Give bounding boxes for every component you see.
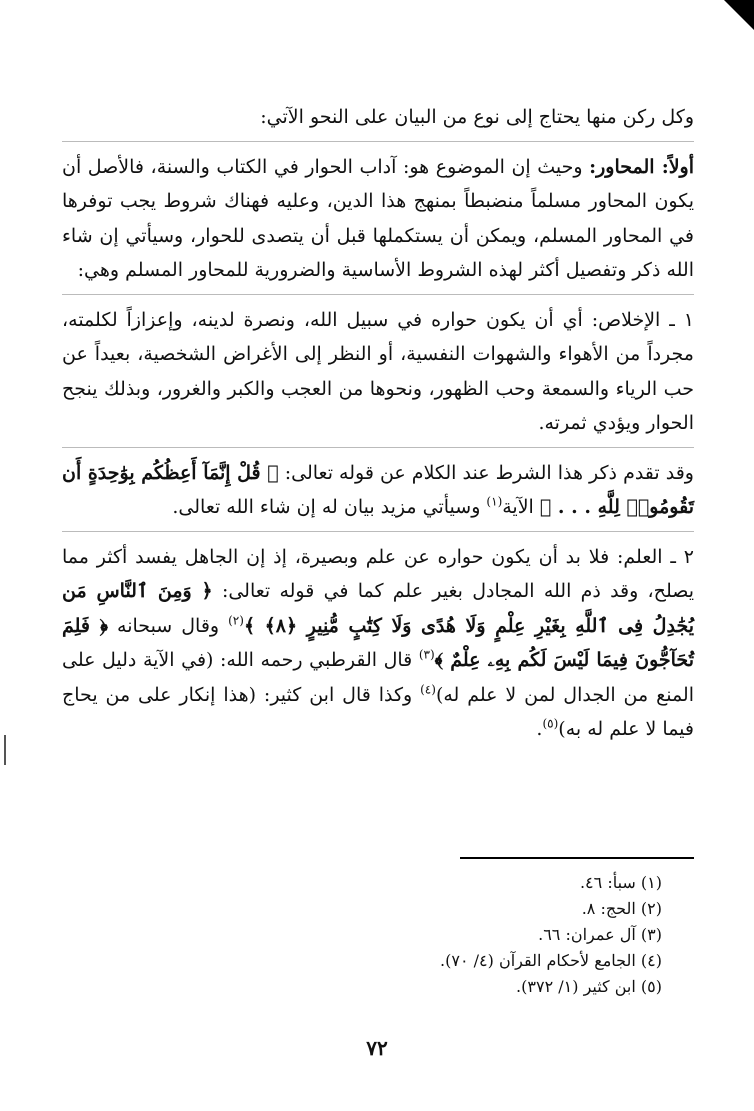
paragraph-interlocutor: [62, 150, 694, 288]
footnote-rule: [460, 857, 694, 859]
scan-mark: [4, 735, 6, 765]
footnote-ref: (٥): [542, 716, 559, 731]
ibn-kathir-quote: وكذا قال ابن كثير: (هذا إنكار على من يحاج فيما لا علم له به): [62, 683, 694, 740]
footnote-3: (٣) آل عمران: ٦٦.: [538, 925, 662, 944]
quran-verse: ﴿ فَلِمَ تُحَآجُّونَ فِيمَا لَيْسَ لَكُم بِهِۦ عِلْمٌ ﴾: [62, 614, 694, 671]
footnote-ref: (١): [486, 494, 503, 509]
intro-line: وكل ركن منها يحتاج إلى نوع من البيان على النحو الآتي:: [260, 106, 694, 128]
interlocutor-heading: أولاً: المحاور:: [589, 155, 695, 178]
footnote-ref: (٣): [418, 647, 435, 662]
footnote-ref: (٤): [420, 682, 436, 697]
paragraph-divider: [62, 447, 694, 448]
quran-verse: ﴿ وَمِنَ ٱلنَّاسِ مَن يُجَٰدِلُ فِى ٱللَّهِ بِغَيْرِ عِلْمٍ وَلَا هُدًى وَلَا كِتَٰبٍ مُّنِيرٍ ﴿٨﴾ ﴾: [62, 580, 695, 637]
ayah-label: الآية: [502, 496, 534, 518]
footnote-4: (٤) الجامع لأحكام القرآن (٤/ ٧٠).: [440, 951, 662, 970]
footnote-2: (٢) الحج: ٨.: [581, 899, 662, 918]
footnote-1: (١) سبأ: ٤٦.: [579, 873, 662, 892]
footnote-5: (٥) ابن كثير (١/ ٣٧٢).: [516, 977, 662, 996]
paragraph-sincerity: ١ ـ الإخلاص: أي أن يكون حواره في سبيل الله، ونصرة لدينه، وإعزازاً لكلمته، مجرداً من الأهواء والشهوات النفسية، أو النظر إلى الأغراض الشخصية، بعيداً عن حب الرياء والسمعة وحب الظهور، ونحوها من العجب والكبر والغرور، وبذلك ينجح الحوار ويؤدي ثمرته.: [62, 308, 694, 434]
knowledge-text: وقال سبحانه: [117, 614, 220, 637]
period: .: [536, 718, 543, 740]
knowledge-text: ٢ ـ العلم: فلا بد أن يكون حواره عن علم وبصيرة، إذ إن الجاهل يفسد أكثر مما يصلح، وقد ذم الله المجادل بغير علم كما في قوله تعالى:: [62, 545, 695, 602]
quran-verse: ﴿ قُلْ إِنَّمَآ أَعِظُكُم بِوَٰحِدَةٍ أَن تَقُومُوا۟ لِلَّهِ . . . ﴾: [62, 461, 694, 518]
paragraph-divider: [62, 294, 694, 295]
paragraph-knowledge: [62, 540, 694, 747]
page-body: [62, 100, 694, 747]
paragraph-divider: [62, 531, 694, 532]
reference-text: وقد تقدم ذكر هذا الشرط عند الكلام عن قوله تعالى:: [284, 461, 694, 484]
footnote-ref: (٢): [228, 613, 244, 628]
footnotes: [182, 870, 662, 1000]
reference-text-end: وسيأتي مزيد بيان له إن شاء الله تعالى.: [172, 496, 481, 518]
interlocutor-text: وحيث إن الموضوع هو: آداب الحوار في الكتاب والسنة، فالأصل أن يكون المحاور مسلماً منضبطاً بمنهج هذا الدين، وعليه فهناك شروط يجب توفرها في المحاور المسلم، ويمكن أن يستكملها قبل أن يتصدى للحوار، وسيأتي إن شاء الله ذكر وتفصيل أكثر لهذه الشروط الأساسية والضرورية للمحاور المسلم وهي:: [62, 155, 694, 281]
paragraph-sincerity-reference: [62, 456, 694, 525]
page-number: ٧٢: [366, 1036, 388, 1060]
paragraph-divider: [62, 141, 694, 142]
corner-marker: [724, 0, 754, 30]
qurtubi-quote: قال القرطبي رحمه الله: (في الآية دليل على المنع من الجدال لمن لا علم له): [62, 649, 694, 706]
